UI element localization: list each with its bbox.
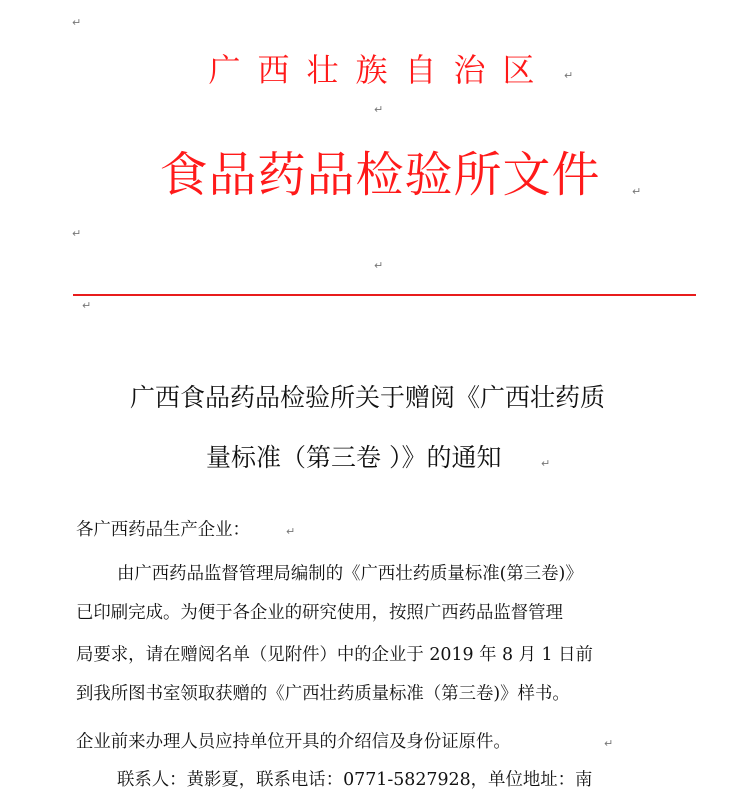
header-doc-type: 食品药品检验所文件 [159,147,601,203]
header-separator-line [73,294,696,296]
header-org-name: 广西壮族自治区 [208,51,552,89]
paragraph-mark: ↵ [541,457,551,470]
paragraph-mark: ↵ [604,737,614,750]
body-line: 局要求，请在赠阅名单（见附件）中的企业于 2019 年 8 月 1 日前 [76,645,593,665]
paragraph-mark: ↵ [72,16,82,29]
body-line: 到我所图书室领取获赠的《广西壮药质量标准（第三卷)》样书。 [76,684,570,704]
paragraph-mark: ↵ [72,227,82,240]
contact-line: 联系人：黄影夏，联系电话：0771-5827928，单位地址：南 [117,770,593,790]
paragraph-mark: ↵ [374,103,384,116]
salutation: 各广西药品生产企业： [76,520,250,540]
notice-title-line2: 量标准（第三卷 ）》的通知 [206,443,502,472]
notice-title-line1: 广西食品药品检验所关于赠阅《广西壮药质 [130,383,606,412]
paragraph-mark: ↵ [286,525,296,538]
body-line: 由广西药品监督管理局编制的《广西壮药质量标准(第三卷)》 [117,564,583,584]
body-line: 已印刷完成。为便于各企业的研究使用，按照广西药品监督管理 [76,603,563,623]
paragraph-mark: ↵ [82,299,92,312]
body-line: 企业前来办理人员应持单位开具的介绍信及身份证原件。 [76,732,511,752]
paragraph-mark: ↵ [564,69,574,82]
paragraph-mark: ↵ [632,185,642,198]
paragraph-mark: ↵ [374,259,384,272]
